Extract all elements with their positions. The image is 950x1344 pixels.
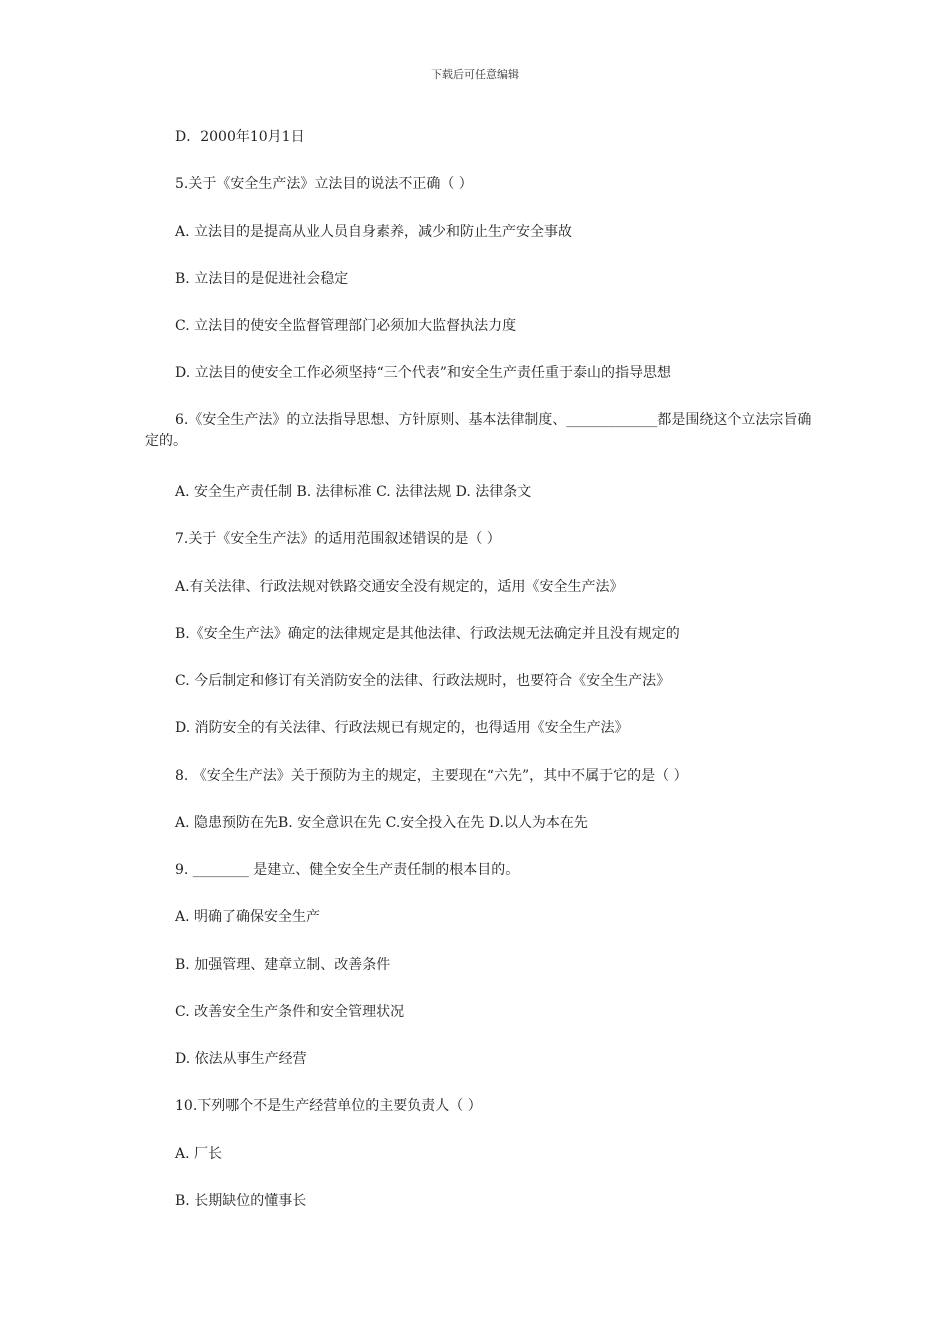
q9-option-a: A. 明确了确保安全生产 xyxy=(175,909,321,925)
q9-option-c: C. 改善安全生产条件和安全管理状况 xyxy=(175,1004,405,1020)
q5-option-b: B. 立法目的是促进社会稳定 xyxy=(175,271,349,287)
page-header: 下载后可任意编辑 xyxy=(431,68,519,81)
question-7: 7.关于《安全生产法》的适用范围叙述错误的是（ ） xyxy=(175,531,501,547)
q7-option-d: D. 消防安全的有关法律、行政法规已有规定的，也得适用《安全生产法》 xyxy=(175,720,629,736)
q10-option-a: A. 厂长 xyxy=(175,1146,223,1162)
q8-options: A. 隐患预防在先B. 安全意识在先 C.安全投入在先 D.以人为本在先 xyxy=(175,815,588,831)
q9-option-d: D. 依法从事生产经营 xyxy=(175,1051,307,1067)
q5-option-d: D. 立法目的使安全工作必须坚持“三个代表”和安全生产责任重于泰山的指导思想 xyxy=(175,365,671,381)
question-5: 5.关于《安全生产法》立法目的说法不正确（ ） xyxy=(175,176,473,192)
q6-options: A. 安全生产责任制 B. 法律标准 C. 法律法规 D. 法律条文 xyxy=(175,484,532,500)
q7-option-a: A.有关法律、行政法规对铁路交通安全没有规定的，适用《安全生产法》 xyxy=(175,579,624,595)
q7-option-c: C. 今后制定和修订有关消防安全的法律、行政法规时，也要符合《安全生产法》 xyxy=(175,673,671,689)
option-d-date: D．2000年10月1日 xyxy=(175,129,305,145)
q10-option-b: B. 长期缺位的懂事长 xyxy=(175,1193,307,1209)
question-10: 10.下列哪个不是生产经营单位的主要负责人（ ） xyxy=(175,1098,482,1114)
q5-option-a: A. 立法目的是提高从业人员自身素养，减少和防止生产安全事故 xyxy=(175,224,573,240)
question-6: 6.《安全生产法》的立法指导思想、方针原则、基本法律制度、_____________都是围绕这个立法宗旨确定的。 xyxy=(145,412,812,449)
q7-option-b: B.《安全生产法》确定的法律规定是其他法律、行政法规无法确定并且没有规定的 xyxy=(175,626,680,642)
q5-option-c: C. 立法目的使安全监督管理部门必须加大监督执法力度 xyxy=(175,318,517,334)
q9-option-b: B. 加强管理、建章立制、改善条件 xyxy=(175,957,391,973)
question-8: 8. 《安全生产法》关于预防为主的规定，主要现在“六先”，其中不属于它的是（ ） xyxy=(175,768,688,784)
question-9: 9. ________ 是建立、健全安全生产责任制的根本目的。 xyxy=(175,862,520,878)
